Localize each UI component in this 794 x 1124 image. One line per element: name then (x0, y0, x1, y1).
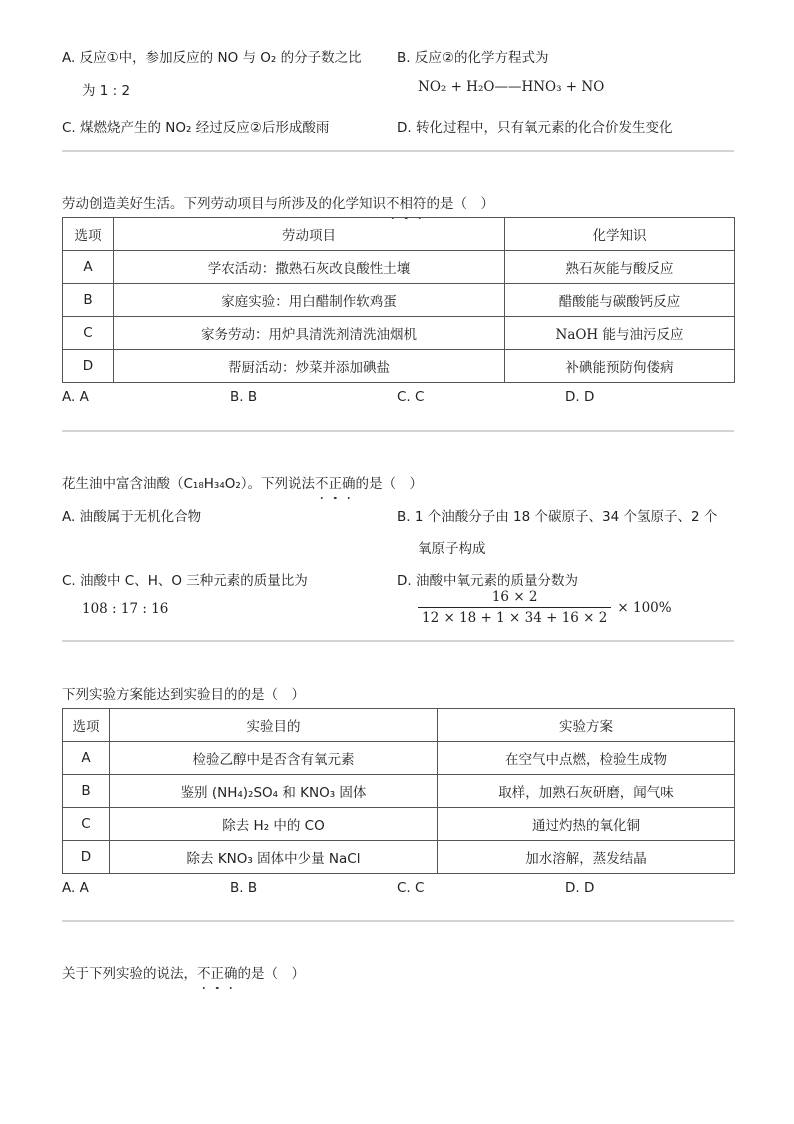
q3-stem (62, 472, 423, 492)
table-row (63, 317, 735, 350)
q3-stem-pre: 花生油中富含油酸（C₁₈H₃₄O₂）。下列说法 (62, 476, 316, 492)
table-cell: 通过灼热的氧化铜 (438, 808, 735, 841)
q3-option-c: C. 油酸中 C、H、O 三种元素的质量比为 (62, 573, 308, 589)
q4-answer-a: A. A (62, 880, 89, 896)
table-cell: 熟石灰能与酸反应 (505, 251, 735, 284)
emphasis-char: 不 (315, 472, 329, 492)
q2-answer-a: A. A (62, 389, 89, 405)
q2-answer-b: B. B (230, 389, 258, 405)
emphasis-char: 正 (211, 962, 225, 982)
table-cell: 醋酸能与碳酸钙反应 (505, 284, 735, 317)
table-cell: 家庭实验：用白醋制作软鸡蛋 (114, 284, 505, 317)
table-row (63, 808, 735, 841)
q5-stem-post: 的是（ ） (237, 966, 305, 982)
q3-option-b: B. 1 个油酸分子由 18 个碳原子、34 个氢原子、2 个 (397, 509, 718, 525)
emphasis-char: 不 (386, 192, 400, 212)
q4-answer-b: B. B (230, 880, 258, 896)
q3-option-b-cont: 氧原子构成 (418, 541, 486, 557)
table-cell: 除去 H₂ 中的 CO (110, 808, 438, 841)
q5-stem-pre: 关于下列实验的说法， (62, 966, 197, 982)
table-row (63, 350, 735, 383)
fraction-tail: × 100% (617, 599, 672, 616)
q2-table (62, 217, 735, 383)
table-row (63, 742, 735, 775)
table-header-cell: 实验方案 (438, 709, 735, 742)
table-cell: 鉴别 (NH₄)₂SO₄ 和 KNO₃ 固体 (110, 775, 438, 808)
table-cell: C (63, 808, 110, 841)
fraction-denominator: 12 × 18 + 1 × 34 + 16 × 2 (418, 607, 611, 626)
q4-table (62, 708, 735, 874)
divider (62, 920, 734, 922)
table-cell: 帮厨活动：炒菜并添加碘盐 (114, 350, 505, 383)
divider (62, 640, 734, 642)
table-row (63, 775, 735, 808)
q5-stem-emphasis (197, 966, 238, 982)
table-header-cell: 选项 (63, 709, 110, 742)
table-cell: B (63, 284, 114, 317)
q1-option-b: B. 反应②的化学方程式为 (397, 50, 549, 66)
table-cell: 家务劳动：用炉具清洗剂清洗油烟机 (114, 317, 505, 350)
q3-option-c-cont: 108 : 17 : 16 (82, 601, 169, 617)
table-cell: A (63, 742, 110, 775)
table-row (63, 251, 735, 284)
table-cell: D (63, 350, 114, 383)
table-cell: C (63, 317, 114, 350)
q1-option-b-equation: NO₂ + H₂O——HNO₃ + NO (418, 79, 605, 95)
q3-option-d: D. 油酸中氧元素的质量分数为 (397, 573, 578, 589)
table-header-cell: 化学知识 (505, 218, 735, 251)
q2-stem-pre: 劳动创造美好生活。下列劳动项目与所涉及的化学知识 (62, 196, 386, 212)
q1-option-d: D. 转化过程中，只有氧元素的化合价发生变化 (397, 120, 673, 136)
q3-stem-post: 的是（ ） (355, 476, 424, 492)
emphasis-char: 确 (224, 962, 238, 982)
table-cell: 检验乙醇中是否含有氧元素 (110, 742, 438, 775)
table-header-cell: 选项 (63, 218, 114, 251)
divider (62, 430, 734, 432)
q4-answer-d: D. D (565, 880, 595, 896)
table-cell: 学农活动：撒熟石灰改良酸性土壤 (114, 251, 505, 284)
q2-answer-d: D. D (565, 389, 595, 405)
table-header-cell: 劳动项目 (114, 218, 505, 251)
table-cell: 除去 KNO₃ 固体中少量 NaCl (110, 841, 438, 874)
q3-stem-emphasis (315, 476, 356, 492)
q1-option-a: A. 反应①中，参加反应的 NO 与 O₂ 的分子数之比 (62, 50, 362, 66)
fraction (418, 589, 611, 626)
emphasis-char: 符 (413, 192, 427, 212)
emphasis-char: 不 (197, 962, 211, 982)
table-cell: B (63, 775, 110, 808)
table-cell: A (63, 251, 114, 284)
q2-answer-c: C. C (397, 389, 425, 405)
fraction-numerator: 16 × 2 (491, 589, 538, 605)
table-row (63, 284, 735, 317)
table-header-row (63, 218, 735, 251)
table-cell: D (63, 841, 110, 874)
divider (62, 150, 734, 152)
q2-stem-post: 的是（ ） (426, 196, 494, 212)
emphasis-char: 相 (400, 192, 414, 212)
table-cell: 加水溶解，蒸发结晶 (438, 841, 735, 874)
table-cell: 补碘能预防佝偻病 (505, 350, 735, 383)
q2-stem-emphasis (386, 196, 427, 212)
q4-stem: 下列实验方案能达到实验目的的是（ ） (62, 687, 305, 703)
table-header-cell: 实验目的 (110, 709, 438, 742)
q3-option-d-fraction (418, 589, 672, 626)
emphasis-char: 正 (329, 472, 343, 492)
table-row (63, 841, 735, 874)
table-cell: 取样，加熟石灰研磨，闻气味 (438, 775, 735, 808)
table-cell: NaOH 能与油污反应 (505, 317, 735, 350)
table-header-row (63, 709, 735, 742)
q5-stem (62, 962, 305, 982)
table-cell: 在空气中点燃，检验生成物 (438, 742, 735, 775)
q1-option-c: C. 煤燃烧产生的 NO₂ 经过反应②后形成酸雨 (62, 120, 330, 136)
q1-option-a-cont: 为 1 : 2 (82, 83, 131, 99)
q2-stem (62, 192, 494, 212)
q3-option-a: A. 油酸属于无机化合物 (62, 509, 202, 525)
q4-answer-c: C. C (397, 880, 425, 896)
emphasis-char: 确 (342, 472, 356, 492)
